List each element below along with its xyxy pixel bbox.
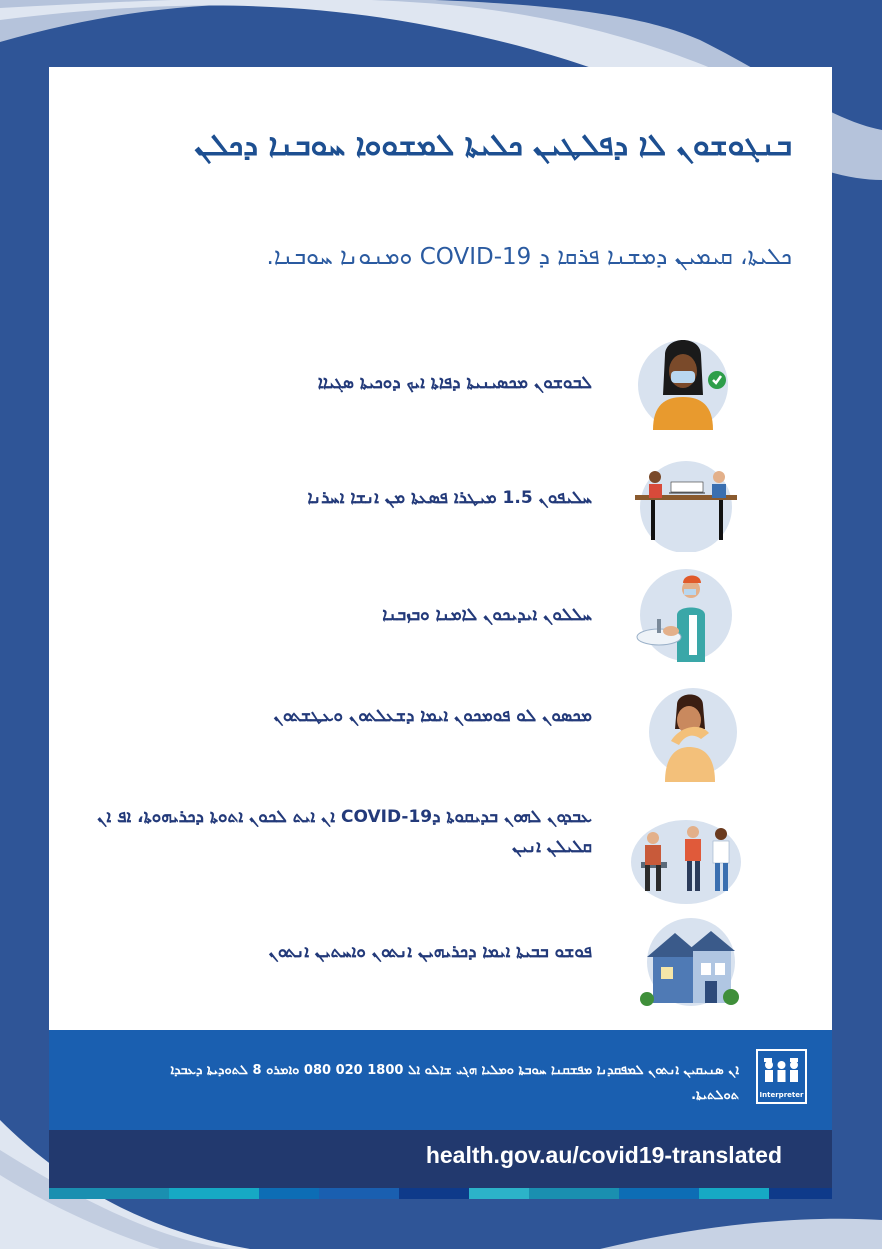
interpreter-icon: [756, 1049, 807, 1104]
step-text: ܚܠܠܘܢ ܐܝܕܝܟܘܢ ܠܐܡܢܐ ܘܒܙܒܢܐ: [382, 605, 592, 625]
interpreter-info-text: ܐܢ ܣܢܝܩܝܢ ܐܢܬܘܢ ܠܡܦܩܕܢܐ ܡܦܫܩܢܐ ܚܘܒܬܐ ܘܡܠܝܐ ܗܓܝ ܫܐܠܘ ܐܠ 1800 020 080 ܘܐܡܪܘ 8 ܠܬܘܕܝܬܐ ܕܥܒܕܐ ܬܘܠܬܝܬܐ.: [170, 1063, 739, 1103]
stripe-segment: [49, 1188, 169, 1199]
step-text: ܡܟܣܘܢ ܠܘ ܦܘܡܟܘܢ ܐܝܡܐ ܕܫܥܠܬܘܢ ܘܥܛܫܬܘܢ: [273, 706, 592, 726]
interpreter-label: Interpreter: [759, 1091, 804, 1099]
poster-subtitle: ܟܠܝܬܐ، ܩܝܡܝܢ ܕܡܫܢܐ ܦܪܩܐ ܕ COVID-19 ܘܡܢܘܢܐ ܚܘܒܢܐ.: [266, 244, 792, 270]
stripe-segment: [769, 1188, 832, 1199]
step-text: ܠܒܘܫܘܢ ܡܟܣܝܢܝܬܐ ܕܦܐܬܐ ܐܝܟ ܕܘܟܝܬܐ ܣܓܝܐܐ: [317, 373, 592, 393]
step-text: ܚܠܝܦܘܢ 1.5 ܡܝܛܪܐ ܦܣܥܬܐ ܡܢ ܐܢܫܐ ܐܚܪܢܐ: [307, 488, 592, 508]
handwashing-illustration: [631, 567, 741, 662]
poster-title: ܒܢܓܘܫܘܢ ܠܐ ܕܦܠܛܝܢ ܟܠܝܬܐ ܠܡܫܘܘܐ ܚܘܒܢܐ ܕܟܠܢ: [194, 128, 792, 163]
website-url[interactable]: health.gov.au/covid19-translated: [425, 1142, 782, 1168]
woman-mask-illustration: [631, 335, 741, 430]
stripe-segment: [319, 1188, 399, 1199]
stripe-segment: [699, 1188, 769, 1199]
testing-clinic-illustration: [631, 812, 741, 907]
house-illustration: [631, 917, 741, 1012]
content-card: [49, 67, 832, 1030]
step-text: ܦܘܫܘ ܒܒܝܬܐ ܐܝܡܐ ܕܟܪܝܗܝܢ ܐܢܬܘܢ ܘܐܚܬܝܢ ܐܢܬܘܢ: [268, 942, 592, 962]
color-stripe: [49, 1188, 832, 1199]
cough-elbow-illustration: [631, 687, 741, 782]
footer-band: [49, 1030, 832, 1130]
url-band: [49, 1130, 832, 1188]
stripe-segment: [469, 1188, 529, 1199]
stripe-segment: [399, 1188, 469, 1199]
step-text: ܥܒܕܘܢ ܠܗܘܢ ܒܕܝܩܘܬܐ ܕCOVID-19 ܐܢ ܐܝܬ ܠܟܘܢ ܐܬܘܬܐ ܕܟܪܝܗܘܬܐ، ܐܦ ܐܢ ܩܠܝܠܢ ܐܢܝܢ: [97, 807, 592, 857]
stripe-segment: [619, 1188, 699, 1199]
stripe-segment: [529, 1188, 619, 1199]
social-distance-illustration: [631, 457, 741, 552]
stripe-segment: [259, 1188, 319, 1199]
stripe-segment: [169, 1188, 259, 1199]
